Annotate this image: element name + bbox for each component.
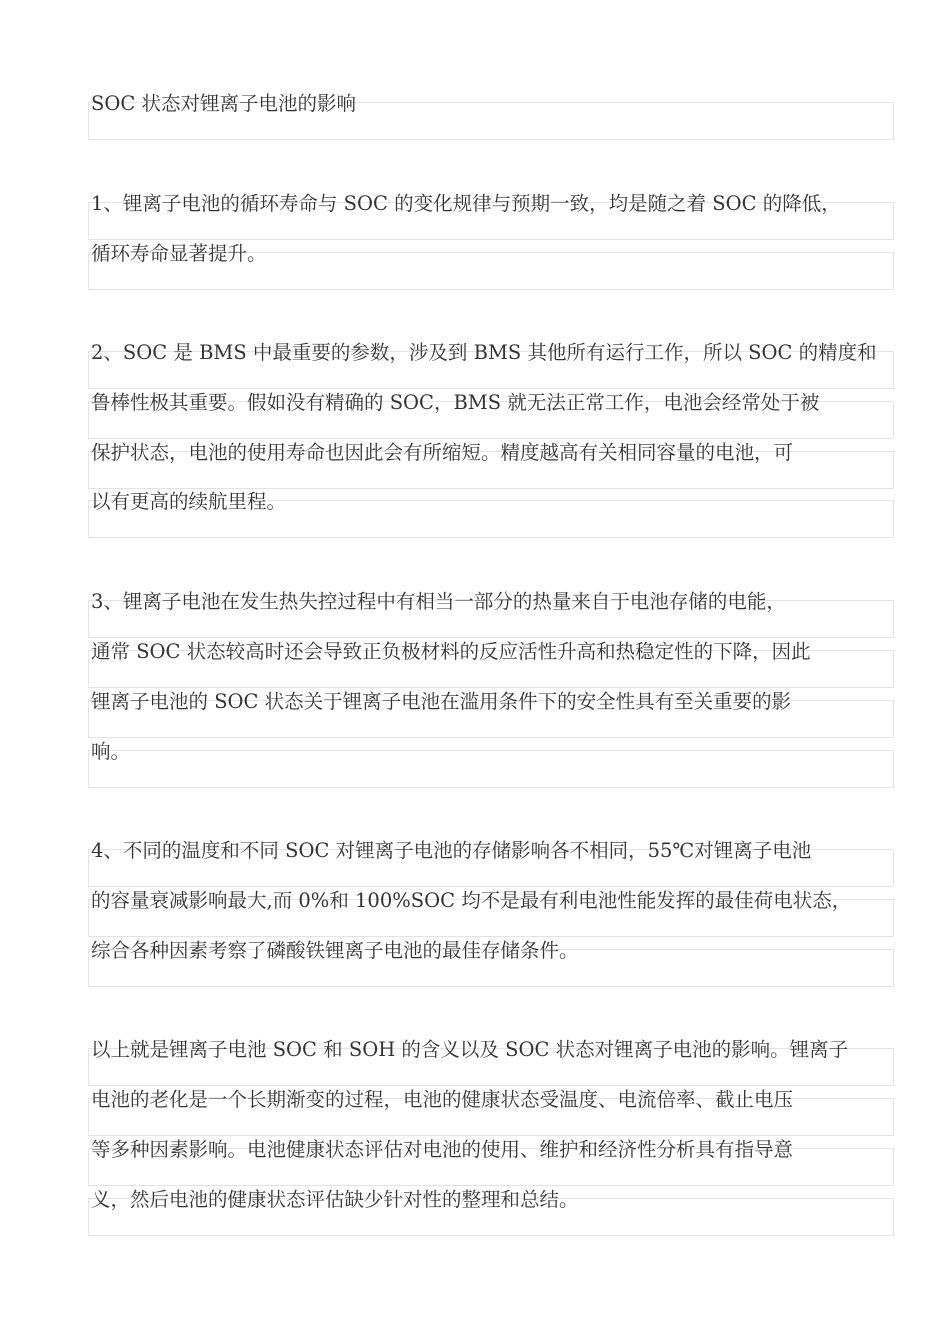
paragraph-2-line-1: [88, 341, 894, 389]
paragraph-5-line-1: [88, 1038, 894, 1086]
line-text: 4、不同的温度和不同 SOC 对锂离子电池的存储影响各不相同，55℃对锂离子电池: [91, 839, 812, 862]
line-text: 以有更高的续航里程。: [91, 490, 287, 513]
line-text: 锂离子电池的 SOC 状态关于锂离子电池在滥用条件下的安全性具有至关重要的影: [91, 690, 792, 713]
line-text: 义，然后电池的健康状态评估缺少针对性的整理和总结。: [91, 1188, 579, 1211]
paragraph-2-line-4: [88, 490, 894, 538]
paragraph-1-line-1: [88, 192, 894, 240]
title-text: SOC 状态对锂离子电池的影响: [91, 92, 356, 115]
paragraph-2-line-2: [88, 391, 894, 439]
paragraph-5-line-3: [88, 1138, 894, 1186]
line-text: 鲁棒性极其重要。假如没有精确的 SOC，BMS 就无法正常工作，电池会经常处于被: [91, 391, 820, 414]
paragraph-2-line-3: [88, 441, 894, 489]
line-text: 保护状态，电池的使用寿命也因此会有所缩短。精度越高有关相同容量的电池，可: [91, 441, 794, 464]
paragraph-3-line-3: [88, 690, 894, 738]
line-text: 循环寿命显著提升。: [91, 242, 267, 265]
line-text: 以上就是锂离子电池 SOC 和 SOH 的含义以及 SOC 状态对锂离子电池的影响。锂离子: [91, 1038, 849, 1061]
paragraph-4-line-3: [88, 939, 894, 987]
line-text: 响。: [91, 740, 131, 763]
paragraph-1-line-2: [88, 242, 894, 290]
line-text: 通常 SOC 状态较高时还会导致正负极材料的反应活性升高和热稳定性的下降，因此: [91, 640, 811, 663]
paragraph-4-line-1: [88, 839, 894, 887]
document-title: [88, 92, 894, 140]
paragraph-5-line-2: [88, 1088, 894, 1136]
paragraph-3-line-4: [88, 740, 894, 788]
paragraph-4-line-2: [88, 889, 894, 937]
paragraph-3-line-1: [88, 590, 894, 638]
paragraph-3-line-2: [88, 640, 894, 688]
line-text: 综合各种因素考察了磷酸铁锂离子电池的最佳存储条件。: [91, 939, 579, 962]
line-text: 1、锂离子电池的循环寿命与 SOC 的变化规律与预期一致，均是随之着 SOC 的降低，: [91, 192, 841, 215]
paragraph-5-line-4: [88, 1188, 894, 1236]
line-text: 等多种因素影响。电池健康状态评估对电池的使用、维护和经济性分析具有指导意: [91, 1138, 794, 1161]
line-text: 2、SOC 是 BMS 中最重要的参数，涉及到 BMS 其他所有运行工作，所以 SOC 的精度和: [91, 341, 877, 364]
line-text: 3、锂离子电池在发生热失控过程中有相当一部分的热量来自于电池存储的电能，: [91, 590, 786, 613]
line-text: 的容量衰减影响最大,而 0%和 100%SOC 均不是最有利电池性能发挥的最佳荷电状态，: [91, 889, 852, 912]
line-text: 电池的老化是一个长期渐变的过程，电池的健康状态受温度、电流倍率、截止电压: [91, 1088, 794, 1111]
